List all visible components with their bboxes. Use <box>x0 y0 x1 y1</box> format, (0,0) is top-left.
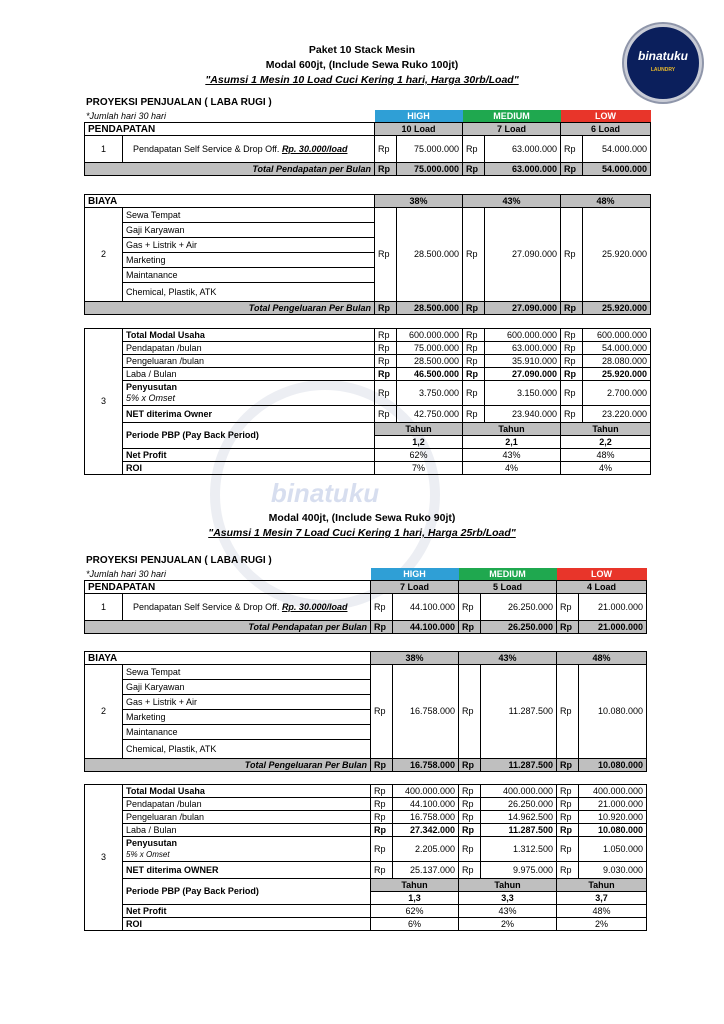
roi-medium: 4% <box>463 462 561 475</box>
net-profit-low: 48% <box>557 905 647 918</box>
cost-pct-high: 38% <box>371 652 459 665</box>
cost-low: 10.080.000 <box>579 665 647 759</box>
income-medium: 63.000.000 <box>485 136 561 163</box>
package1-cost-table <box>84 194 651 315</box>
currency: Rp <box>459 837 481 862</box>
total-cost-high: 28.500.000 <box>397 302 463 315</box>
depreciation-sub: 5% x Omset <box>126 850 170 859</box>
net-medium: 9.975.000 <box>481 862 557 879</box>
cost-item: Chemical, Plastik, ATK <box>123 283 375 302</box>
net-medium: 23.940.000 <box>485 406 561 423</box>
profit-high: 46.500.000 <box>397 368 463 381</box>
total-cost-label: Total Pengeluaran Per Bulan <box>85 759 371 772</box>
package2-note: *Jumlah hari 30 hari <box>86 569 167 579</box>
net-profit-label: Net Profit <box>123 449 375 462</box>
net-profit-medium: 43% <box>463 449 561 462</box>
pbp-low: 2,2 <box>561 436 651 449</box>
currency: Rp <box>557 824 579 837</box>
row-number: 2 <box>85 665 123 759</box>
tahun-high: Tahun <box>371 879 459 892</box>
currency: Rp <box>371 665 393 759</box>
profit-label: Laba / Bulan <box>123 824 371 837</box>
currency: Rp <box>371 862 393 879</box>
modal-label: Total Modal Usaha <box>123 785 371 798</box>
total-income-label: Total Pendapatan per Bulan <box>85 621 371 634</box>
load-high: 10 Load <box>375 123 463 136</box>
net-profit-label: Net Profit <box>123 905 371 918</box>
pendapatan-header: PENDAPATAN <box>85 581 371 594</box>
expense-month-label: Pengeluaran /bulan <box>123 355 375 368</box>
net-high: 25.137.000 <box>393 862 459 879</box>
expense-month-medium: 14.962.500 <box>481 811 557 824</box>
cost-medium: 11.287.500 <box>481 665 557 759</box>
currency: Rp <box>463 163 485 176</box>
cost-item: Sewa Tempat <box>123 665 371 680</box>
cost-item: Gas + Listrik + Air <box>123 238 375 253</box>
expense-month-low: 28.080.000 <box>583 355 651 368</box>
logo-text: binatuku <box>638 49 688 63</box>
income-label: Pendapatan Self Service & Drop Off. Rp. 30.000/load <box>123 136 375 163</box>
pendapatan-header: PENDAPATAN <box>85 123 375 136</box>
currency: Rp <box>371 594 393 621</box>
cost-item: Gaji Karyawan <box>123 223 375 238</box>
biaya-header: BIAYA <box>85 652 371 665</box>
net-label: NET diterima OWNER <box>123 862 371 879</box>
pbp-medium: 2,1 <box>463 436 561 449</box>
currency: Rp <box>561 406 583 423</box>
currency: Rp <box>371 759 393 772</box>
total-income-low: 54.000.000 <box>583 163 651 176</box>
currency: Rp <box>463 355 485 368</box>
cost-high: 16.758.000 <box>393 665 459 759</box>
income-high: 75.000.000 <box>397 136 463 163</box>
pbp-low: 3,7 <box>557 892 647 905</box>
income-high: 44.100.000 <box>393 594 459 621</box>
expense-month-medium: 35.910.000 <box>485 355 561 368</box>
profit-low: 25.920.000 <box>583 368 651 381</box>
row-number: 1 <box>85 594 123 621</box>
profit-medium: 27.090.000 <box>485 368 561 381</box>
cost-item: Sewa Tempat <box>123 208 375 223</box>
package2-section-title: PROYEKSI PENJUALAN ( LABA RUGI ) <box>86 555 272 566</box>
roi-label: ROI <box>123 462 375 475</box>
logo-tagline: LAUNDRY <box>650 67 676 73</box>
income-month-label: Pendapatan /bulan <box>123 798 371 811</box>
currency: Rp <box>561 302 583 315</box>
dep-medium: 1.312.500 <box>481 837 557 862</box>
net-low: 23.220.000 <box>583 406 651 423</box>
price-label: Rp. 30.000/load <box>281 601 348 612</box>
currency: Rp <box>371 811 393 824</box>
total-income-label: Total Pendapatan per Bulan <box>85 163 375 176</box>
total-cost-low: 10.080.000 <box>579 759 647 772</box>
cost-item: Chemical, Plastik, ATK <box>123 740 371 759</box>
profit-medium: 11.287.500 <box>481 824 557 837</box>
cost-item: Gas + Listrik + Air <box>123 695 371 710</box>
net-high: 42.750.000 <box>397 406 463 423</box>
package1-section-title: PROYEKSI PENJUALAN ( LABA RUGI ) <box>86 97 272 108</box>
pbp-medium: 3,3 <box>459 892 557 905</box>
load-medium: 7 Load <box>463 123 561 136</box>
currency: Rp <box>557 837 579 862</box>
income-month-high: 44.100.000 <box>393 798 459 811</box>
currency: Rp <box>463 368 485 381</box>
currency: Rp <box>557 594 579 621</box>
modal-low: 400.000.000 <box>579 785 647 798</box>
currency: Rp <box>561 329 583 342</box>
currency: Rp <box>375 342 397 355</box>
modal-low: 600.000.000 <box>583 329 651 342</box>
profit-high: 27.342.000 <box>393 824 459 837</box>
income-medium: 26.250.000 <box>481 594 557 621</box>
currency: Rp <box>375 302 397 315</box>
total-cost-high: 16.758.000 <box>393 759 459 772</box>
total-income-high: 75.000.000 <box>397 163 463 176</box>
dep-low: 1.050.000 <box>579 837 647 862</box>
roi-high: 7% <box>375 462 463 475</box>
cost-medium: 27.090.000 <box>485 208 561 302</box>
currency: Rp <box>375 381 397 406</box>
currency: Rp <box>375 163 397 176</box>
currency: Rp <box>371 621 393 634</box>
currency: Rp <box>463 329 485 342</box>
modal-high: 600.000.000 <box>397 329 463 342</box>
cost-pct-medium: 43% <box>459 652 557 665</box>
roi-low: 4% <box>561 462 651 475</box>
cost-low: 25.920.000 <box>583 208 651 302</box>
cost-item: Gaji Karyawan <box>123 680 371 695</box>
level-medium: MEDIUM <box>459 568 557 581</box>
income-month-high: 75.000.000 <box>397 342 463 355</box>
row-number: 3 <box>85 785 123 931</box>
depreciation-label: Penyusutan 5% x Omset <box>123 381 375 406</box>
currency: Rp <box>375 355 397 368</box>
currency: Rp <box>463 302 485 315</box>
currency: Rp <box>463 136 485 163</box>
biaya-header: BIAYA <box>85 195 375 208</box>
currency: Rp <box>371 785 393 798</box>
currency: Rp <box>463 406 485 423</box>
cost-item: Maintanance <box>123 725 371 740</box>
currency: Rp <box>561 136 583 163</box>
package2-summary-table <box>84 784 647 931</box>
currency: Rp <box>463 342 485 355</box>
roi-medium: 2% <box>459 918 557 931</box>
currency: Rp <box>561 208 583 302</box>
currency: Rp <box>371 824 393 837</box>
package1-subtitle: Modal 600jt, (Include Sewa Ruko 100jt) <box>265 59 459 71</box>
cost-pct-high: 38% <box>375 195 463 208</box>
cost-pct-medium: 43% <box>463 195 561 208</box>
package1-income-table <box>84 110 651 176</box>
currency: Rp <box>557 785 579 798</box>
income-month-low: 54.000.000 <box>583 342 651 355</box>
pbp-label: Periode PBP (Pay Back Period) <box>123 423 375 449</box>
currency: Rp <box>459 798 481 811</box>
currency: Rp <box>459 759 481 772</box>
total-cost-medium: 11.287.500 <box>481 759 557 772</box>
currency: Rp <box>561 355 583 368</box>
pbp-label: Periode PBP (Pay Back Period) <box>123 879 371 905</box>
pbp-high: 1,3 <box>371 892 459 905</box>
total-cost-low: 25.920.000 <box>583 302 651 315</box>
currency: Rp <box>557 862 579 879</box>
expense-month-label: Pengeluaran /bulan <box>123 811 371 824</box>
cost-item: Maintanance <box>123 268 375 283</box>
total-income-high: 44.100.000 <box>393 621 459 634</box>
expense-month-low: 10.920.000 <box>579 811 647 824</box>
load-low: 4 Load <box>557 581 647 594</box>
roi-low: 2% <box>557 918 647 931</box>
total-income-medium: 26.250.000 <box>481 621 557 634</box>
net-profit-low: 48% <box>561 449 651 462</box>
level-high: HIGH <box>375 110 463 123</box>
tahun-low: Tahun <box>561 423 651 436</box>
cost-pct-low: 48% <box>561 195 651 208</box>
currency: Rp <box>463 208 485 302</box>
depreciation-label: Penyusutan 5% x Omset <box>123 837 371 862</box>
currency: Rp <box>459 665 481 759</box>
net-profit-high: 62% <box>375 449 463 462</box>
currency: Rp <box>557 665 579 759</box>
currency: Rp <box>561 368 583 381</box>
net-low: 9.030.000 <box>579 862 647 879</box>
tahun-high: Tahun <box>375 423 463 436</box>
total-cost-label: Total Pengeluaran Per Bulan <box>85 302 375 315</box>
currency: Rp <box>375 208 397 302</box>
modal-high: 400.000.000 <box>393 785 459 798</box>
currency: Rp <box>459 594 481 621</box>
currency: Rp <box>375 136 397 163</box>
profit-label: Laba / Bulan <box>123 368 375 381</box>
total-income-medium: 63.000.000 <box>485 163 561 176</box>
package2-cost-table <box>84 651 647 772</box>
load-medium: 5 Load <box>459 581 557 594</box>
income-month-low: 21.000.000 <box>579 798 647 811</box>
profit-low: 10.080.000 <box>579 824 647 837</box>
currency: Rp <box>375 329 397 342</box>
expense-month-high: 28.500.000 <box>397 355 463 368</box>
net-profit-high: 62% <box>371 905 459 918</box>
net-profit-medium: 43% <box>459 905 557 918</box>
package1-title: Paket 10 Stack Mesin <box>308 44 416 56</box>
currency: Rp <box>459 862 481 879</box>
currency: Rp <box>557 759 579 772</box>
tahun-medium: Tahun <box>459 879 557 892</box>
currency: Rp <box>459 785 481 798</box>
row-number: 1 <box>85 136 123 163</box>
currency: Rp <box>557 798 579 811</box>
pbp-high: 1,2 <box>375 436 463 449</box>
package1-note: *Jumlah hari 30 hari <box>86 111 167 121</box>
row-number: 2 <box>85 208 123 302</box>
currency: Rp <box>375 406 397 423</box>
watermark-text: binatuku <box>270 478 380 508</box>
tahun-medium: Tahun <box>463 423 561 436</box>
package1-assumption: "Asumsi 1 Mesin 10 Load Cuci Kering 1 hari, Harga 30rb/Load" <box>205 74 519 86</box>
currency: Rp <box>557 811 579 824</box>
currency: Rp <box>561 381 583 406</box>
row-number: 3 <box>85 329 123 475</box>
currency: Rp <box>459 621 481 634</box>
net-label: NET diterima Owner <box>123 406 375 423</box>
price-label: Rp. 30.000/load <box>281 143 348 154</box>
currency: Rp <box>459 811 481 824</box>
dep-low: 2.700.000 <box>583 381 651 406</box>
package2-assumption: "Asumsi 1 Mesin 7 Load Cuci Kering 1 hari, Harga 25rb/Load" <box>208 527 516 539</box>
currency: Rp <box>375 368 397 381</box>
currency: Rp <box>561 163 583 176</box>
roi-high: 6% <box>371 918 459 931</box>
currency: Rp <box>463 381 485 406</box>
level-low: LOW <box>561 110 651 123</box>
income-label: Pendapatan Self Service & Drop Off. Rp. 30.000/load <box>123 594 371 621</box>
income-low: 21.000.000 <box>579 594 647 621</box>
depreciation-sub: 5% x Omset <box>126 393 176 403</box>
level-high: HIGH <box>371 568 459 581</box>
modal-label: Total Modal Usaha <box>123 329 375 342</box>
cost-pct-low: 48% <box>557 652 647 665</box>
income-month-label: Pendapatan /bulan <box>123 342 375 355</box>
dep-high: 2.205.000 <box>393 837 459 862</box>
cost-item: Marketing <box>123 710 371 725</box>
total-income-low: 21.000.000 <box>579 621 647 634</box>
load-high: 7 Load <box>371 581 459 594</box>
modal-medium: 600.000.000 <box>485 329 561 342</box>
currency: Rp <box>371 837 393 862</box>
roi-label: ROI <box>123 918 371 931</box>
package2-income-table <box>84 568 647 634</box>
currency: Rp <box>459 824 481 837</box>
income-month-medium: 26.250.000 <box>481 798 557 811</box>
cost-item: Marketing <box>123 253 375 268</box>
modal-medium: 400.000.000 <box>481 785 557 798</box>
package2-subtitle: Modal 400jt, (Include Sewa Ruko 90jt) <box>268 512 456 524</box>
tahun-low: Tahun <box>557 879 647 892</box>
currency: Rp <box>561 342 583 355</box>
income-month-medium: 63.000.000 <box>485 342 561 355</box>
load-low: 6 Load <box>561 123 651 136</box>
level-low: LOW <box>557 568 647 581</box>
package1-summary-table <box>84 328 651 475</box>
dep-high: 3.750.000 <box>397 381 463 406</box>
level-medium: MEDIUM <box>463 110 561 123</box>
income-low: 54.000.000 <box>583 136 651 163</box>
dep-medium: 3.150.000 <box>485 381 561 406</box>
total-cost-medium: 27.090.000 <box>485 302 561 315</box>
currency: Rp <box>371 798 393 811</box>
cost-high: 28.500.000 <box>397 208 463 302</box>
currency: Rp <box>557 621 579 634</box>
expense-month-high: 16.758.000 <box>393 811 459 824</box>
